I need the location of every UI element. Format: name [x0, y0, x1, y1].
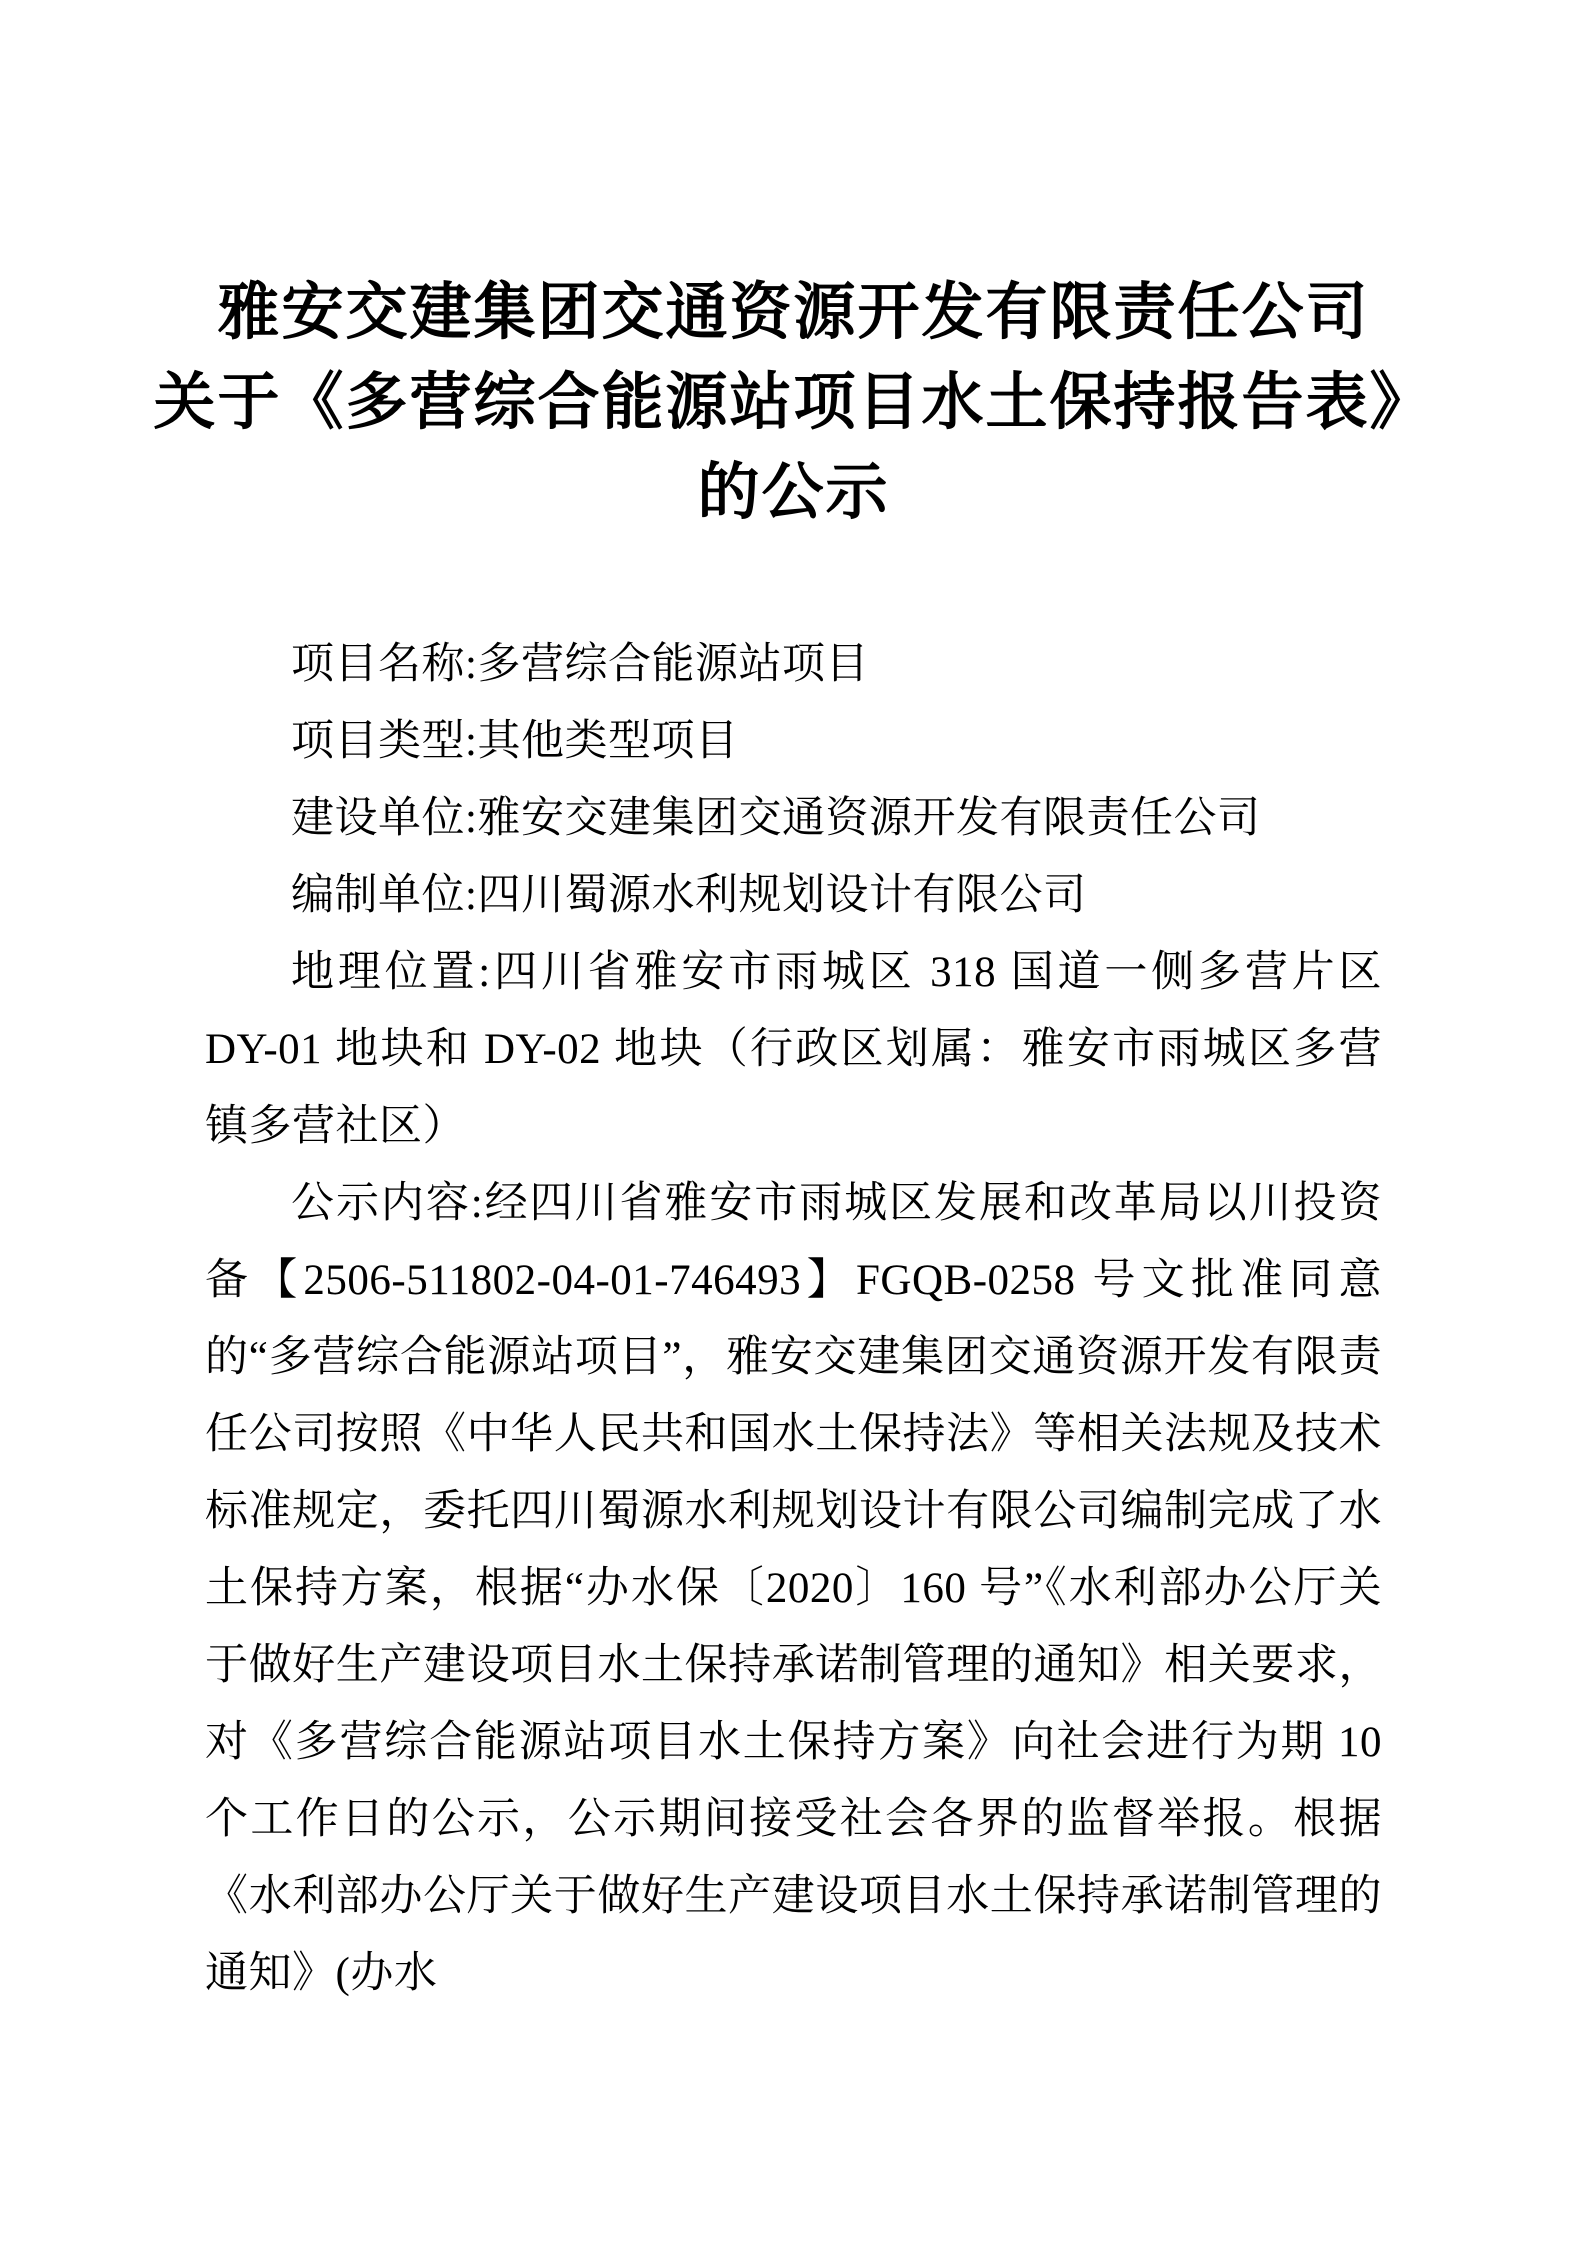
- document-title-line-2: 关于《多营综合能源站项目水土保持报告表》: [153, 369, 1434, 437]
- project-type-line: 项目类型:其他类型项目: [291, 718, 739, 765]
- location-paragraph: 地理位置:四川省雅安市雨城区 318 国道一侧多营片区 DY-01 地块和 DY-02 地块（行政区划属：雅安市雨城区多营镇多营社区）: [205, 949, 1382, 1150]
- project-name-line: 项目名称:多营综合能源站项目: [291, 641, 869, 688]
- document-title-line-1: 雅安交建集团交通资源开发有限责任公司: [217, 279, 1370, 347]
- announcement-content-paragraph: 公示内容:经四川省雅安市雨城区发展和改革局以川投资备【2506-511802-04-01-746493】FGQB-0258 号文批准同意的“多营综合能源站项目”，雅安交建集团交通资源开发有限责任公司按照《中华人民共和国水土保持法》等相关法规及技术标准规定，委托四川蜀源水利规划设计有限公司编制完成了水土保持方案，根据“办水保〔2020〕160 号”《水利部办公厅关于做好生产建设项目水土保持承诺制管理的通知》相关要求，对《多营综合能源站项目水土保持方案》向社会进行为期 10 个工作日的公示，公示期间接受社会各界的监督举报。根据《水利部办公厅关于做好生产建设项目水土保持承诺制管理的通知》(办水: [205, 1180, 1382, 1997]
- construction-unit-line: 建设单位:雅安交建集团交通资源开发有限责任公司: [291, 795, 1261, 842]
- document-title-line-3: 的公示: [697, 459, 890, 527]
- document-body: [0, 626, 1587, 2012]
- compilation-unit-line: 编制单位:四川蜀源水利规划设计有限公司: [291, 872, 1087, 919]
- document-title: [30, 268, 1557, 538]
